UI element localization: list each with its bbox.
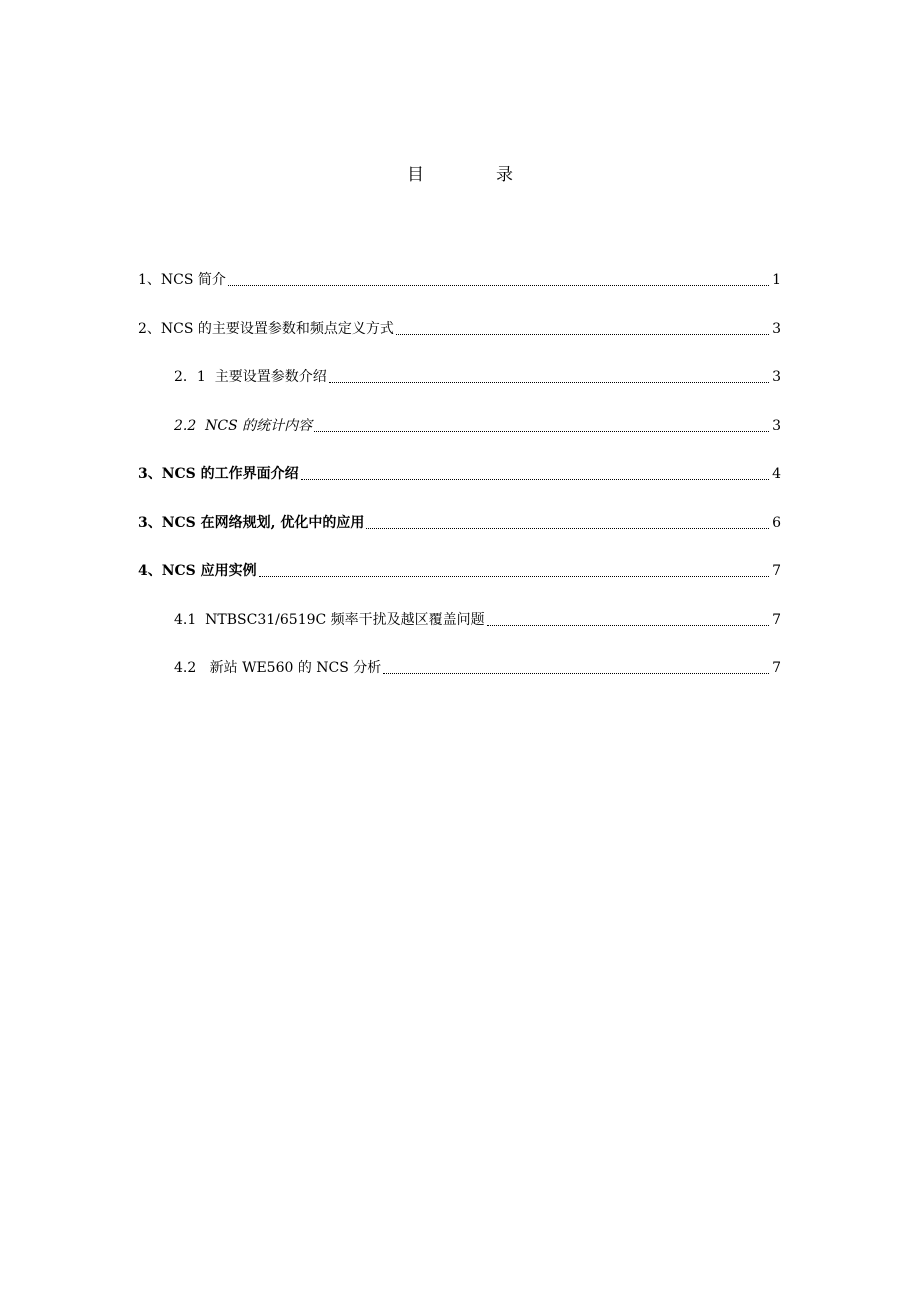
toc-entry-text: 3、NCS 的工作界面介绍 [138,466,299,482]
toc-leader-dots [259,559,769,577]
toc-entry-text: 4、NCS 应用实例 [138,563,257,579]
toc-page-number: 1 [772,272,781,288]
toc-entry-text: 2．1 主要设置参数介绍 [174,369,327,385]
table-of-contents [138,268,781,705]
toc-page-number: 3 [772,417,781,434]
toc-entry-text: 4.1 NTBSC31/6519C 频率干扰及越区覆盖问题 [174,611,485,628]
toc-leader-dots [314,414,769,432]
toc-leader-dots [301,462,769,480]
toc-heading-right: 录 [496,165,513,185]
toc-page-number: 7 [772,611,781,628]
toc-page-number: 7 [772,563,781,579]
toc-page-number: 7 [772,660,781,676]
toc-leader-dots [329,365,769,383]
toc-heading [0,160,920,185]
toc-page-number: 3 [772,369,781,385]
toc-entry[interactable] [138,365,781,414]
toc-entry[interactable] [138,414,781,463]
toc-page-number: 4 [772,466,781,482]
toc-entry-text: 1、NCS 简介 [138,272,226,288]
toc-entry-text: 4.2 新站 WE560 的 NCS 分析 [174,660,382,676]
toc-entry[interactable] [138,608,781,657]
toc-leader-dots [396,317,769,335]
toc-entry[interactable] [138,317,781,366]
toc-entry-text: 2、NCS 的主要设置参数和频点定义方式 [138,320,394,337]
toc-entry[interactable] [138,559,781,608]
toc-page-number: 6 [772,514,781,531]
toc-entry[interactable] [138,268,781,317]
toc-entry-text: 3、NCS 在网络规划, 优化中的应用 [138,514,365,531]
toc-page-number: 3 [772,320,781,337]
toc-leader-dots [383,656,769,674]
toc-entry[interactable] [138,656,781,705]
toc-leader-dots [487,608,769,626]
toc-heading-left: 目 [407,165,424,185]
toc-entry[interactable] [138,511,781,560]
toc-entry-text: 2.2 NCS 的统计内容 [174,417,313,434]
toc-leader-dots [366,511,769,529]
toc-leader-dots [228,268,769,286]
toc-entry[interactable] [138,462,781,511]
